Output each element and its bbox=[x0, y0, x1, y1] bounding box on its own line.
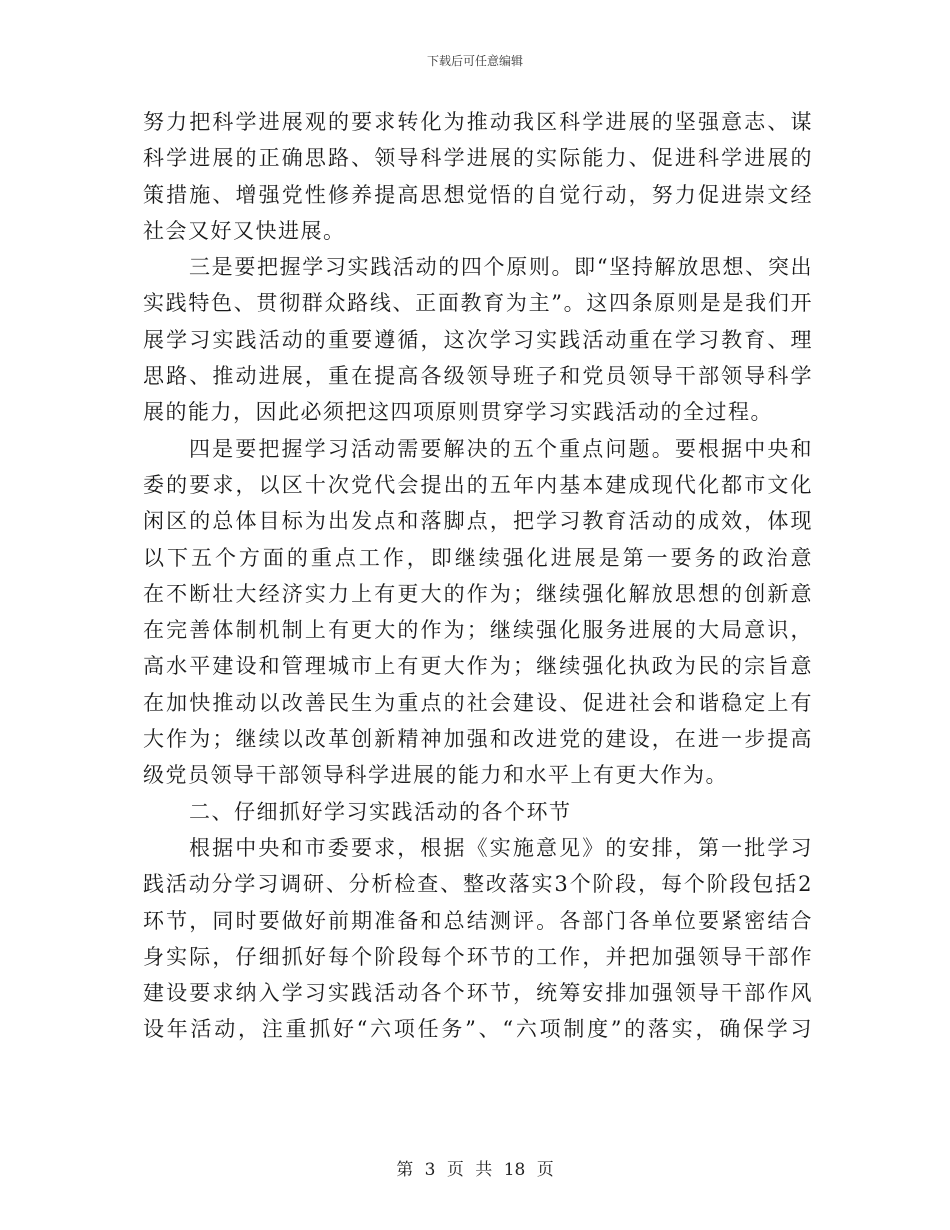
text-line: 社会又好又快进展。 bbox=[143, 218, 346, 243]
text-line: 在完善体制机制上有更大的作为；继续强化服务进展的大局意识， bbox=[143, 618, 813, 643]
text-line: 科学进展的正确思路、领导科学进展的实际能力、促进科学进展的 bbox=[143, 146, 813, 171]
text-line: 身实际，仔细抓好每个阶段每个环节的工作，并把加强领导干部作 bbox=[143, 944, 813, 969]
text-line: 根据中央和市委要求，根据《实施意见》的安排，第一批学习 bbox=[189, 835, 813, 860]
text-line: 策措施、增强党性修养提高思想觉悟的自觉行动，努力促进崇文经 bbox=[143, 182, 813, 207]
text-line: 四是要把握学习活动需要解决的五个重点问题。要根据中央和 bbox=[189, 436, 813, 461]
text-line: 在加快推动以改善民生为重点的社会建设、促进社会和谐稳定上有 bbox=[143, 690, 813, 715]
page-number-footer: 第 3 页 共 18 页 bbox=[396, 1160, 554, 1180]
text-line: 展的能力，因此必须把这四项原则贯穿学习实践活动的全过程。 bbox=[143, 400, 773, 425]
text-line: 努力把科学进展观的要求转化为推动我区科学进展的坚强意志、谋 bbox=[143, 110, 813, 134]
text-line: 在不断壮大经济实力上有更大的作为；继续强化解放思想的创新意 bbox=[143, 581, 813, 606]
text-line: 三是要把握学习实践活动的四个原则。即“坚持解放思想、突出 bbox=[189, 255, 813, 280]
text-line: 设年活动，注重抓好“六项任务”、“六项制度”的落实，确保学习 bbox=[143, 1017, 813, 1042]
body-text bbox=[143, 104, 813, 1048]
text-line: 委的要求，以区十次党代会提出的五年内基本建成现代化都市文化 bbox=[143, 472, 813, 497]
text-line: 二、仔细抓好学习实践活动的各个环节 bbox=[189, 799, 572, 824]
text-line: 展学习实践活动的重要遵循，这次学习实践活动重在学习教育、理 bbox=[143, 327, 813, 352]
text-line: 闲区的总体目标为出发点和落脚点，把学习教育活动的成效，体现 bbox=[143, 509, 813, 534]
page-header: 下载后可任意编辑 bbox=[426, 54, 523, 68]
text-line: 环节，同时要做好前期准备和总结测评。各部门各单位要紧密结合 bbox=[143, 908, 813, 933]
text-line: 以下五个方面的重点工作，即继续强化进展是第一要务的政治意 bbox=[143, 545, 813, 570]
text-line: 高水平建设和管理城市上有更大作为；继续强化执政为民的宗旨意 bbox=[143, 654, 813, 679]
text-line: 思路、推动进展，重在提高各级领导班子和党员领导干部领导科学 bbox=[143, 364, 813, 389]
text-line: 建设要求纳入学习实践活动各个环节，统筹安排加强领导干部作风 bbox=[143, 981, 813, 1006]
text-line: 实践特色、贯彻群众路线、正面教育为主”。这四条原则是是我们开 bbox=[143, 291, 813, 316]
text-line: 级党员领导干部领导科学进展的能力和水平上有更大作为。 bbox=[143, 763, 728, 788]
text-line: 践活动分学习调研、分析检查、整改落实3个阶段，每个阶段包括2 bbox=[143, 872, 813, 897]
text-line: 大作为；继续以改革创新精神加强和改进党的建设，在进一步提高 bbox=[143, 727, 813, 752]
